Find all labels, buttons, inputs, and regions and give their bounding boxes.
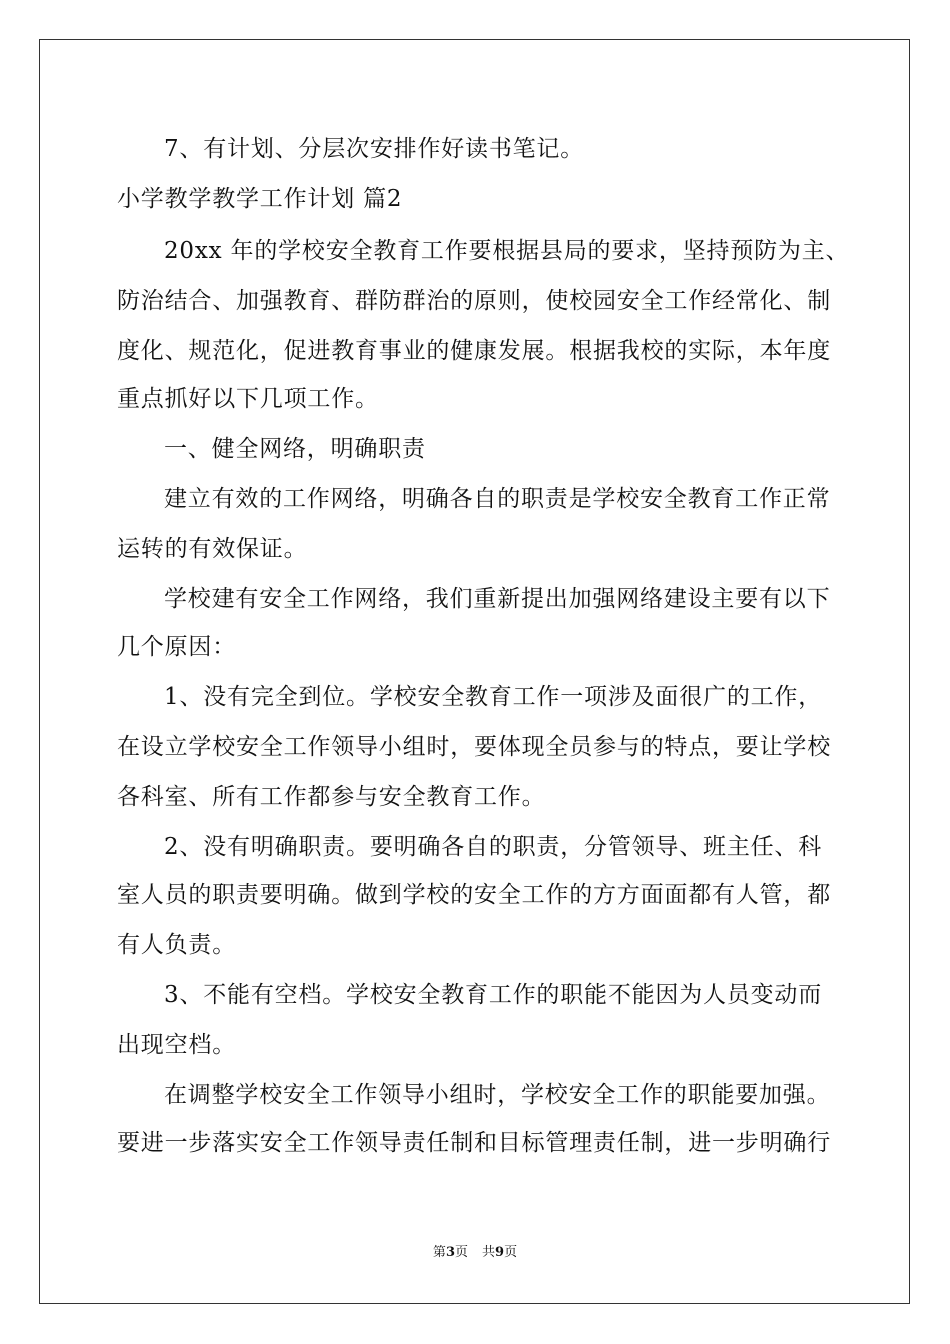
paragraph-line: 出现空档。 (117, 1032, 236, 1058)
footer-page-suffix: 页 (454, 1245, 468, 1260)
paragraph-line: 度化、规范化，促进教育事业的健康发展。根据我校的实际，本年度 (117, 338, 831, 364)
paragraph-line: 重点抓好以下几项工作。 (117, 386, 379, 412)
subheading: 一、健全网络，明确职责 (164, 436, 426, 462)
paragraph-line: 3、不能有空档。学校安全教育工作的职能不能因为人员变动而 (164, 982, 823, 1008)
paragraph-line: 要进一步落实安全工作领导责任制和目标管理责任制，进一步明确行 (117, 1130, 831, 1156)
footer-total-prefix: 共 (482, 1245, 496, 1260)
paragraph-line: 1、没有完全到位。学校安全教育工作一项涉及面很广的工作， (164, 684, 823, 710)
paragraph-line: 防治结合、加强教育、群防群治的原则，使校园安全工作经常化、制 (117, 288, 831, 314)
footer-total-suffix: 页 (504, 1245, 518, 1260)
page-border (39, 39, 910, 1304)
paragraph-line: 2、没有明确职责。要明确各自的职责，分管领导、班主任、科 (164, 834, 823, 860)
paragraph-line: 学校建有安全工作网络，我们重新提出加强网络建设主要有以下 (164, 586, 831, 612)
paragraph-line: 在设立学校安全工作领导小组时，要体现全员参与的特点，要让学校 (117, 734, 831, 760)
paragraph-line: 各科室、所有工作都参与安全教育工作。 (117, 784, 546, 810)
list-item-7: 7、有计划、分层次安排作好读书笔记。 (164, 136, 585, 162)
paragraph-line: 有人负责。 (117, 932, 236, 958)
footer-page-prefix: 第 (432, 1245, 446, 1260)
page-footer (0, 1244, 950, 1262)
paragraph-line: 室人员的职责要明确。做到学校的安全工作的方方面面都有人管，都 (117, 882, 831, 908)
paragraph-line: 建立有效的工作网络，明确各自的职责是学校安全教育工作正常 (164, 486, 831, 512)
paragraph-line: 20xx 年的学校安全教育工作要根据县局的要求，坚持预防为主、 (164, 238, 850, 264)
footer-page-number: 3 (445, 1245, 455, 1260)
paragraph-line: 运转的有效保证。 (117, 536, 308, 562)
section-heading: 小学教学教学工作计划 篇2 (117, 186, 403, 212)
paragraph-line: 在调整学校安全工作领导小组时，学校安全工作的职能要加强。 (164, 1082, 831, 1108)
paragraph-line: 几个原因： (117, 634, 236, 660)
footer-total-number: 9 (495, 1245, 505, 1260)
